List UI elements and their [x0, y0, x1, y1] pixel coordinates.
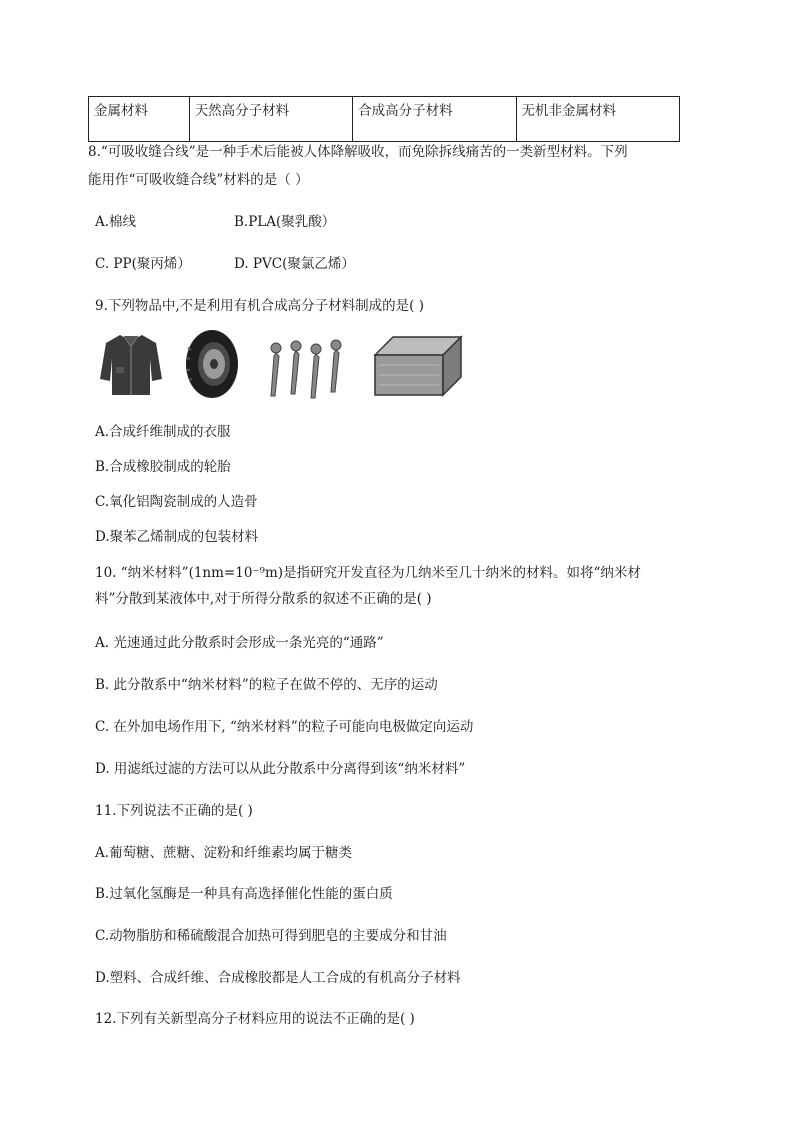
- q8-stem-line2: 能用作“可吸收缝合线”材料的是（ ）: [88, 172, 309, 188]
- table-cell-synthetic-polymer: 合成高分子材料: [353, 97, 516, 142]
- table-row: [89, 97, 680, 142]
- q8-option-a: A.棉线: [95, 214, 137, 230]
- q11-option-c: C.动物脂肪和稀硫酸混合加热可得到肥皂的主要成分和甘油: [95, 928, 447, 944]
- q10-option-b: B. 此分散系中“纳米材料”的粒子在做不停的、无序的运动: [95, 677, 438, 693]
- foam-box-icon: [369, 331, 465, 399]
- table-cell-natural-polymer: 天然高分子材料: [189, 97, 352, 142]
- tire-icon: [183, 328, 241, 400]
- q11-option-a: A.葡萄糖、蔗糖、淀粉和纤维素均属于糖类: [95, 845, 353, 861]
- artificial-bone-icon: [262, 336, 352, 400]
- table-cell-inorganic-nonmetal: 无机非金属材料: [516, 97, 679, 142]
- q11-option-b: B.过氧化氢酶是一种具有高选择催化性能的蛋白质: [95, 886, 393, 902]
- q10-option-c: C. 在外加电场作用下, “纳米材料”的粒子可能向电极做定向运动: [95, 719, 474, 735]
- q10-stem-line2: 料”分散到某液体中,对于所得分散系的叙述不正确的是( ): [95, 591, 432, 607]
- q10-option-d: D. 用滤纸过滤的方法可以从此分散系中分离得到该“纳米材料”: [95, 761, 466, 777]
- q9-option-a: A.合成纤维制成的衣服: [95, 424, 231, 440]
- q8-option-d: D. PVC(聚氯乙烯）: [234, 256, 355, 272]
- q8-option-b: B.PLA(聚乳酸）: [234, 214, 336, 230]
- materials-table: [88, 96, 680, 142]
- q8-option-c: C. PP(聚丙烯）: [95, 256, 191, 272]
- q11-option-d: D.塑料、合成纤维、合成橡胶都是人工合成的有机高分子材料: [95, 970, 461, 986]
- q11-stem: 11.下列说法不正确的是( ): [95, 803, 253, 819]
- jacket-icon: [96, 329, 166, 399]
- table-cell-metal: 金属材料: [89, 97, 190, 142]
- q10-option-a: A. 光速通过此分散系时会形成一条光亮的“通路”: [95, 635, 384, 651]
- q8-stem-line1: 8.“可吸收缝合线”是一种手术后能被人体降解吸收，而免除拆线痛苦的一类新型材料。下列: [88, 144, 628, 160]
- q12-stem: 12.下列有关新型高分子材料应用的说法不正确的是( ): [95, 1011, 415, 1027]
- q9-stem: 9.下列物品中,不是利用有机合成高分子材料制成的是( ): [95, 298, 424, 314]
- q9-option-b: B.合成橡胶制成的轮胎: [95, 459, 231, 475]
- q9-option-c: C.氧化铝陶瓷制成的人造骨: [95, 494, 258, 510]
- q10-stem-line1: 10. “纳米材料”(1nm=10⁻⁹m)是指研究开发直径为几纳米至几十纳米的材料。如将“纳米材: [95, 565, 641, 581]
- q9-option-d: D.聚苯乙烯制成的包装材料: [95, 529, 259, 545]
